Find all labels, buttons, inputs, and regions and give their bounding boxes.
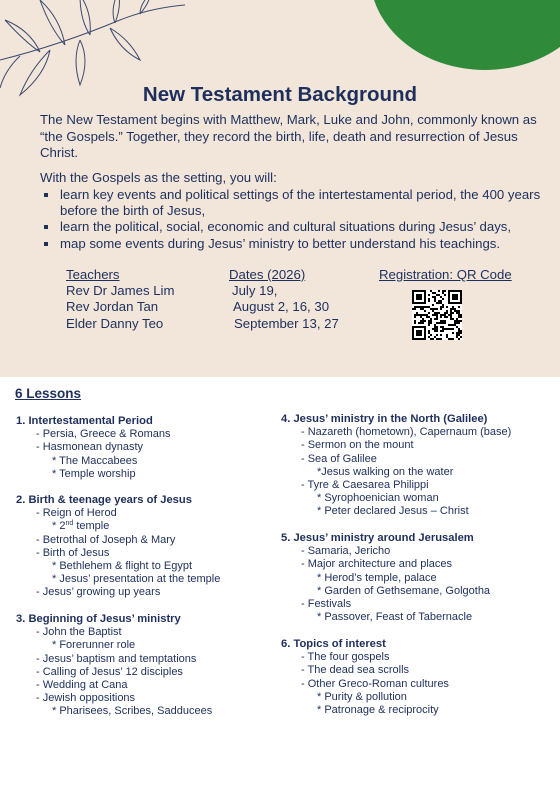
teacher-name: Rev Jordan Tan xyxy=(66,299,159,315)
lesson-subitem: * Syrophoenician woman xyxy=(317,492,439,505)
lesson-subitem: * Pharisees, Scribes, Sadducees xyxy=(52,705,213,718)
lesson-subitem: * Jesus’ presentation at the temple xyxy=(52,573,221,586)
teachers-header: Teachers xyxy=(66,267,120,282)
lesson-item: - Festivals xyxy=(301,598,352,611)
lesson-item: - Jesus’ growing up years xyxy=(36,586,161,599)
lesson-heading: 5. Jesus’ ministry around Jerusalem xyxy=(281,532,474,544)
lesson-item: - Major architecture and places xyxy=(301,558,453,571)
goal-item: learn key events and political settings of the intertestamental period, the 400 years before the birth of Jesus, xyxy=(40,187,550,219)
date-value: August 2, 16, 30 xyxy=(233,299,330,315)
lesson-item: - Hasmonean dynasty xyxy=(36,441,143,454)
lesson-item: - John the Baptist xyxy=(36,626,122,639)
teacher-name: Rev Dr James Lim xyxy=(66,283,175,299)
lesson-block xyxy=(16,494,220,600)
lesson-item: - Nazareth (hometown), Capernaum (base) xyxy=(301,426,512,439)
lesson-item: - Reign of Herod xyxy=(36,507,117,520)
lesson-item: - The four gospels xyxy=(301,651,390,664)
lesson-subitem: *Jesus walking on the water xyxy=(317,465,454,478)
lesson-subitem: * 2nd temple xyxy=(52,520,110,533)
lesson-item: - Birth of Jesus xyxy=(36,546,110,559)
lesson-item: - The dead sea scrolls xyxy=(301,664,410,677)
lesson-item: - Jewish oppositions xyxy=(36,692,136,705)
lesson-heading: 1. Intertestamental Period xyxy=(16,415,153,427)
teachers-column xyxy=(66,267,174,332)
lesson-item: - Persia, Greece & Romans xyxy=(36,428,171,441)
registration-qr-code[interactable] xyxy=(412,290,462,340)
registration-column xyxy=(379,267,512,282)
lesson-subitem: * Passover, Feast of Tabernacle xyxy=(317,611,473,624)
lesson-subitem: * Forerunner role xyxy=(52,639,136,652)
green-corner-shape xyxy=(370,0,560,70)
lesson-block xyxy=(281,638,449,717)
goals-intro: With the Gospels as the setting, you will: xyxy=(40,170,277,185)
dates-column xyxy=(229,267,339,332)
lesson-item: - Samaria, Jericho xyxy=(301,545,391,558)
lesson-item: - Wedding at Cana xyxy=(36,679,128,692)
goal-item: map some events during Jesus’ ministry to better understand his teachings. xyxy=(40,236,550,252)
lesson-heading: 4. Jesus’ ministry in the North (Galilee) xyxy=(281,413,488,425)
lesson-item: - Calling of Jesus’ 12 disciples xyxy=(36,665,183,678)
registration-header: Registration: QR Code xyxy=(379,267,512,282)
intro-paragraph: The New Testament begins with Matthew, Mark, Luke and John, commonly known as “the Gospels.” Together, they record the birth, life, death and resurrection of Jesus Christ. xyxy=(40,112,537,160)
dates-header: Dates (2026) xyxy=(229,267,306,282)
lessons-panel xyxy=(0,377,560,792)
lesson-subitem: * Patronage & reciprocity xyxy=(317,704,439,717)
lesson-subitem: * Purity & pollution xyxy=(317,690,407,703)
teacher-name: Elder Danny Teo xyxy=(66,315,164,331)
page-title: New Testament Background xyxy=(142,83,418,106)
lesson-block xyxy=(281,413,511,519)
lesson-heading: 2. Birth & teenage years of Jesus xyxy=(16,494,192,506)
lesson-item: - Other Greco-Roman cultures xyxy=(301,677,449,690)
lesson-item: - Sermon on the mount xyxy=(301,439,414,452)
lesson-block xyxy=(16,415,171,481)
date-value: September 13, 27 xyxy=(234,315,339,331)
lesson-subitem: * The Maccabees xyxy=(52,454,138,467)
lesson-heading: 6. Topics of interest xyxy=(281,638,386,650)
lesson-subitem: * Peter declared Jesus – Christ xyxy=(317,505,469,518)
lesson-subitem: * Temple worship xyxy=(52,467,136,480)
goals-list xyxy=(40,187,550,252)
lessons-heading: 6 Lessons xyxy=(15,386,82,401)
date-value: July 19, xyxy=(232,283,278,299)
lesson-subitem: * Bethlehem & flight to Egypt xyxy=(52,560,193,573)
lesson-block xyxy=(16,613,212,719)
lesson-item: - Tyre & Caesarea Philippi xyxy=(301,479,429,492)
lesson-item: - Sea of Galilee xyxy=(301,452,377,465)
lesson-subitem: * Herod’s temple, palace xyxy=(317,571,437,584)
lesson-heading: 3. Beginning of Jesus’ ministry xyxy=(16,613,181,625)
lesson-block xyxy=(281,532,490,624)
lesson-item: - Betrothal of Joseph & Mary xyxy=(36,533,176,546)
lesson-subitem: * Garden of Gethsemane, Golgotha xyxy=(317,584,491,597)
goal-item: learn the political, social, economic and cultural situations during Jesus’ days, xyxy=(40,219,550,235)
lesson-item: - Jesus’ baptism and temptations xyxy=(36,652,197,665)
